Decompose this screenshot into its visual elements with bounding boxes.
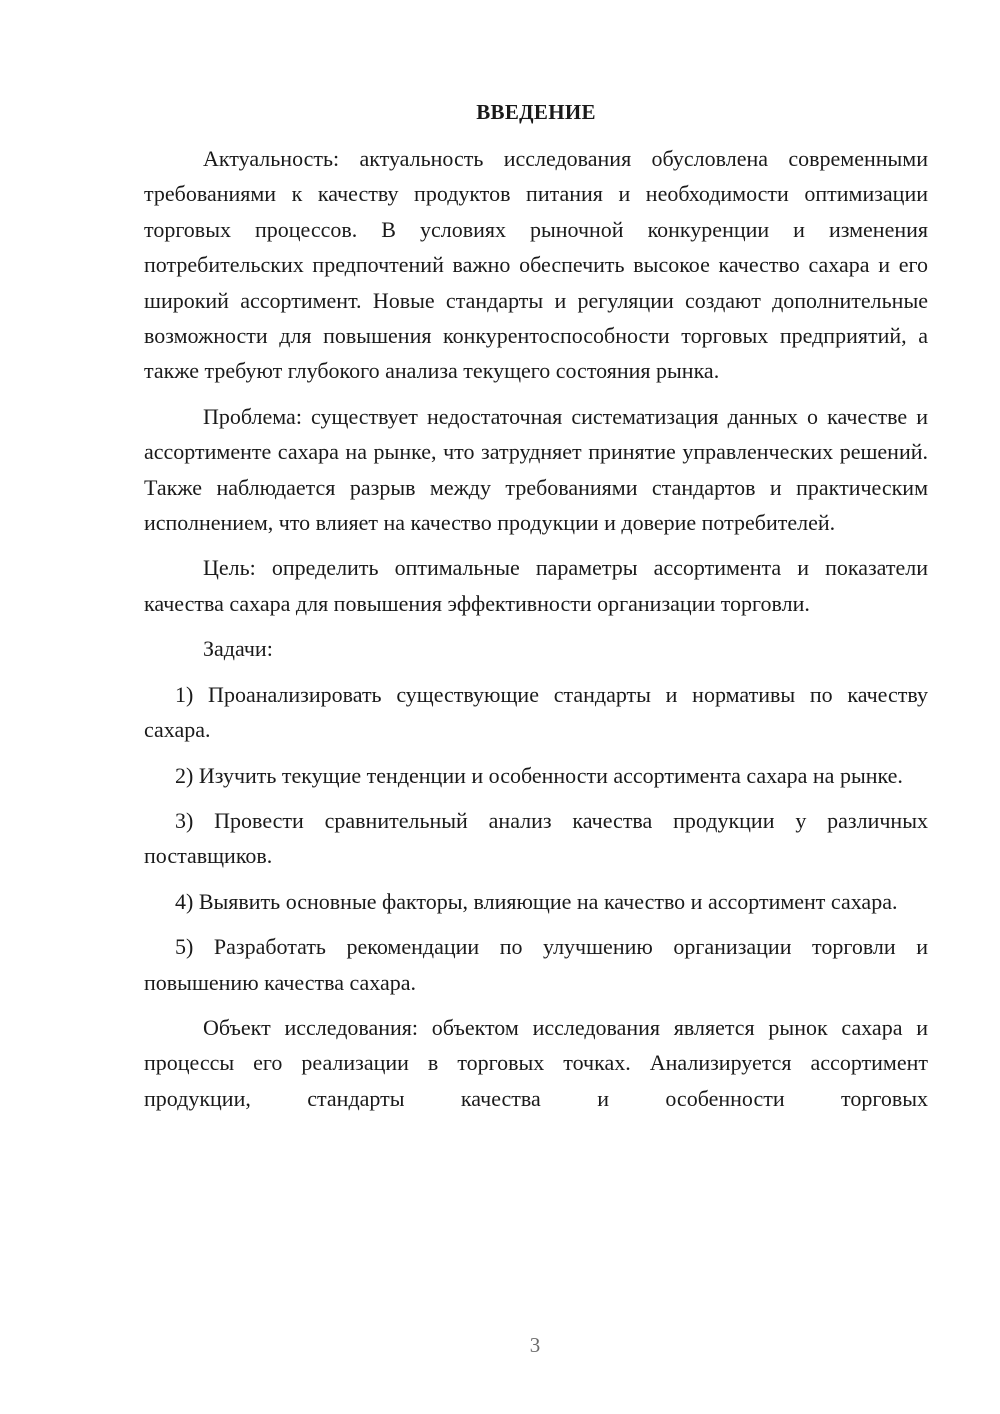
task-item-3: 3) Провести сравнительный анализ качества продукции у различных поставщиков. xyxy=(144,807,928,869)
tasks-list xyxy=(144,677,928,1000)
task-item-1: 1) Проанализировать существующие стандарты и нормативы по качеству сахара. xyxy=(144,681,928,743)
page-number: 3 xyxy=(529,1333,541,1357)
relevance-paragraph: Актуальность: актуальность исследования обусловлена современными требованиями к качеству продуктов питания и необходимости оптимизации торговых процессов. В условиях рыночной конкуренции и изменения потребительских предпочтений важно обеспечить высокое качество сахара и его широкий ассортимент. Новые стандарты и регуляции создают дополнительные возможности для повышения конкурентоспособности торговых предприятий, а также требуют глубокого анализа текущего состояния рынка. xyxy=(144,146,928,384)
task-item-5: 5) Разработать рекомендации по улучшению организации торговли и повышению качества сахара. xyxy=(144,934,928,995)
task-item-2: 2) Изучить текущие тенденции и особенности ассортимента сахара на рынке. xyxy=(175,762,903,788)
tasks-heading: Задачи: xyxy=(203,636,273,662)
task-item-4: 4) Выявить основные факторы, влияющие на качество и ассортимент сахара. xyxy=(175,888,898,914)
document-page xyxy=(144,95,928,1116)
object-paragraph: Объект исследования: объектом исследования является рынок сахара и процессы его реализации в торговых точках. Анализируется ассортимент продукции, стандарты качества и особенности торговых xyxy=(144,1014,928,1111)
goal-paragraph: Цель: определить оптимальные параметры ассортимента и показатели качества сахара для повышения эффективности организации торговли. xyxy=(144,555,928,616)
problem-paragraph: Проблема: существует недостаточная систематизация данных о качестве и ассортименте сахара на рынке, что затрудняет принятие управленческих решений. Также наблюдается разрыв между требованиями стандартов и практическим исполнением, что влияет на качество продукции и доверие потребителей. xyxy=(144,403,928,536)
section-title: ВВЕДЕНИЕ xyxy=(476,100,596,124)
